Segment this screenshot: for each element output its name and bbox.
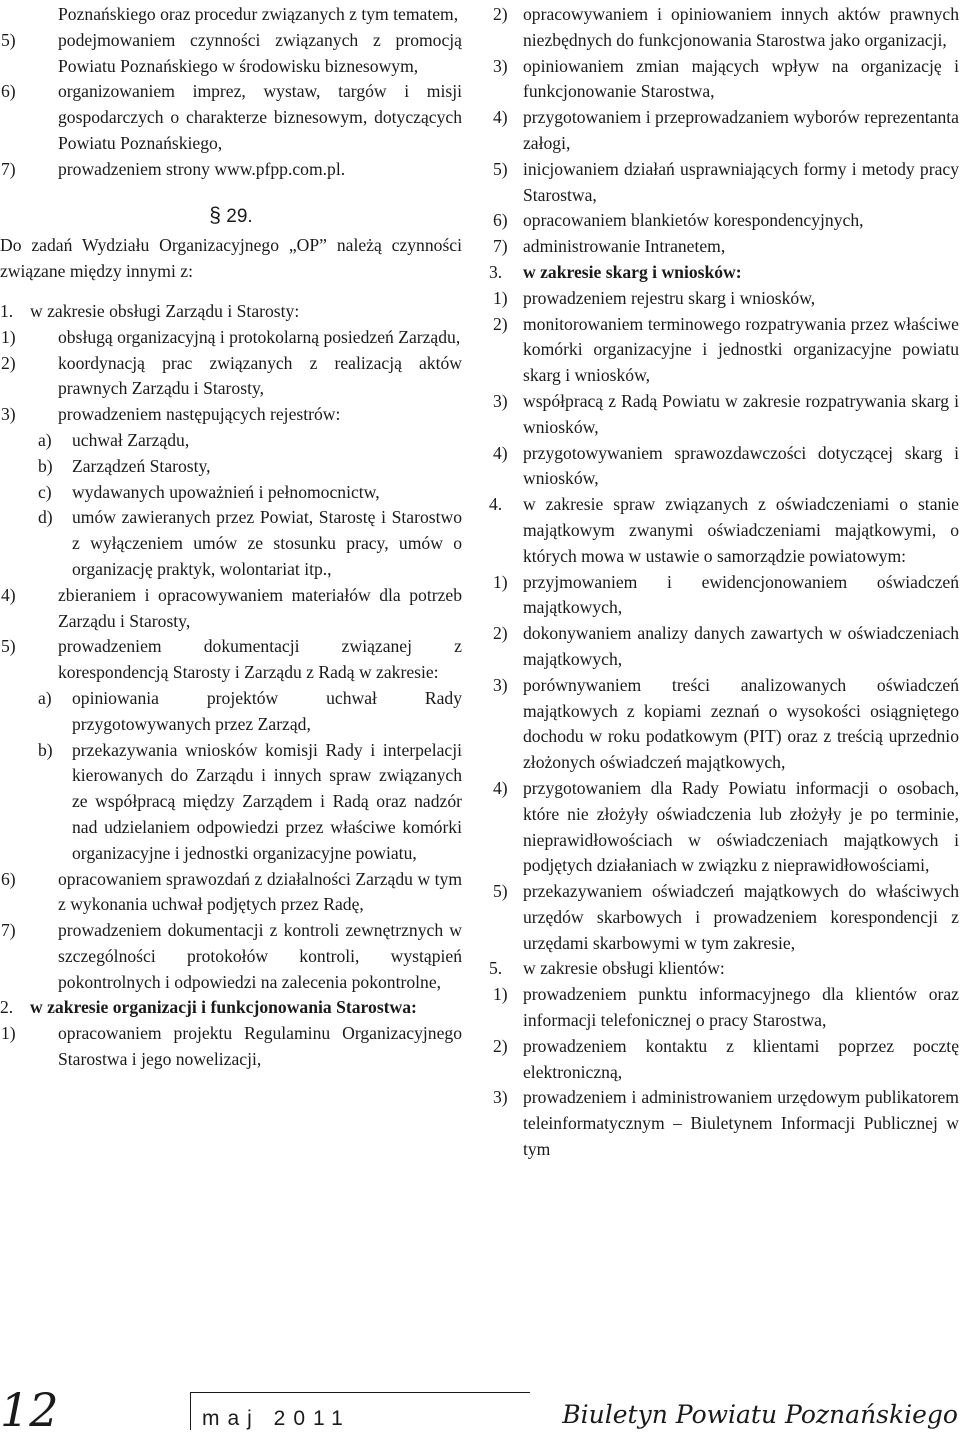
paragraph-4: 4. w zakresie spraw związanych z oświadczeniami o stanie majątkowym zwanymi oświadczeniami majątkowymi, o których mowa w ustawie o samorządzie powiatowym: <box>489 494 959 566</box>
list-item: 2) prowadzeniem kontaktu z klientami poprzez pocztę elektroniczną, <box>493 1035 959 1082</box>
list-item: 4) zbieraniem i opracowywaniem materiałów dla potrzeb Zarządu i Starosty, <box>1 584 462 631</box>
list-item: 1) przyjmowaniem i ewidencjonowaniem oświadczeń majątkowych, <box>493 571 959 618</box>
paragraph-5: 5. w zakresie obsługi klientów: <box>489 958 725 979</box>
list-item: 4) przygotowaniem dla Rady Powiatu informacji o osobach, które nie złożyły oświadczenia lub złożyły je po terminie, nieprawidłowościach w oświadczeniach majątkowych i podjętych działaniach w związku z nieprawidłowościami, <box>493 777 959 876</box>
list-item: 5) podejmowaniem czynności związanych z promocją Powiatu Poznańskiego w środowisku biznesowym, <box>1 29 462 76</box>
section-intro: Do zadań Wydziału Organizacyjnego „OP” należą czynności związane między innymi z: <box>0 235 462 282</box>
sub-item: a) opiniowania projektów uchwał Rady przygotowywanych przez Zarząd, <box>38 687 462 734</box>
paragraph-3: 3. w zakresie skarg i wniosków: <box>489 261 742 282</box>
paragraph-1: 1. w zakresie obsługi Zarządu i Starosty: <box>0 300 300 321</box>
left-column <box>0 2 462 1073</box>
page-number: 12 <box>0 1383 59 1437</box>
list-item: 1) prowadzeniem punktu informacyjnego dla klientów oraz informacji telefonicznej o pracy Starostwa, <box>493 984 959 1031</box>
list-item: 1) obsługą organizacyjną i protokolarną posiedzeń Zarządu, <box>1 326 461 347</box>
list-item: 6) organizowaniem imprez, wystaw, targów i misji gospodarczych o charakterze biznesowym, dotyczących Powiatu Poznańskiego, <box>1 81 462 153</box>
list-item: 2) opracowywaniem i opiniowaniem innych aktów prawnych niezbędnych do funkcjonowania Starostwa jako organizacji, <box>493 4 959 50</box>
section-sign: § <box>209 203 221 227</box>
list-item: 5) inicjowaniem działań usprawniających formy i metody pracy Starostwa, <box>493 158 959 205</box>
section-number: 29. <box>226 205 253 227</box>
list-item: 5) przekazywaniem oświadczeń majątkowych do właściwych urzędów skarbowych i prowadzeniem korespondencji z urzędami skarbowymi w tym zakresie, <box>493 881 959 953</box>
list-item: 6) opracowaniem blankietów korespondencyjnych, <box>493 210 864 231</box>
list-item: 3) opiniowaniem zmian mających wpływ na organizację i funkcjonowanie Starostwa, <box>493 55 959 102</box>
list-item: 7) prowadzeniem strony www.pfpp.com.pl. <box>1 158 346 179</box>
sub-item: b) przekazywania wniosków komisji Rady i interpelacji kierowanych do Zarządu i innych spraw związanych ze współpracą między Zarządem i Radą oraz nadzór nad udzielaniem odpowiedzi przez właściwe komórki organizacyjne i jednostki organizacyjne powiatu, <box>38 739 462 863</box>
section-heading <box>0 183 462 234</box>
list-item: 7) administrowanie Intranetem, <box>493 236 726 257</box>
sub-item: b) Zarządzeń Starosty, <box>38 455 211 476</box>
list-item: 5) prowadzeniem dokumentacji związanej z korespondencją Starosty i Zarządu z Radą w zakresie: <box>1 636 462 683</box>
list-item: 3) porównywaniem treści analizowanych oświadczeń majątkowych z kopiami zeznań o wysokości osiągniętego dochodu w roku podatkowym (PIT) oraz z treścią uprzednio złożonych oświadczeń majątkowych, <box>493 674 959 773</box>
list-item: 6) opracowaniem sprawozdań z działalności Zarządu w tym z wykonania uchwał podjętych przez Radę, <box>1 868 462 915</box>
list-item: 2) koordynacją prac związanych z realizacją aktów prawnych Zarządu i Starosty, <box>1 352 462 399</box>
issue-date: maj 2011 <box>202 1407 351 1430</box>
list-item: 1) prowadzeniem rejestru skarg i wniosków, <box>493 287 816 308</box>
list-item: 3) współpracą z Radą Powiatu w zakresie rozpatrywania skarg i wniosków, <box>493 390 959 437</box>
sub-item: d) umów zawieranych przez Powiat, Starostę i Starostwo z wyłączeniem umów ze stosunku pracy, umów o organizację praktyk, wolontariat itp., <box>38 507 462 579</box>
page-footer <box>0 1380 960 1445</box>
list-item: 7) prowadzeniem dokumentacji z kontroli zewnętrznych w szczególności protokołów kontroli, wystąpień pokontrolnych i odpowiedzi na zalecenia pokontrolne, <box>1 920 462 992</box>
list-item: 2) monitorowaniem terminowego rozpatrywania przez właściwe komórki organizacyjne i jednostki organizacyjne powiatu skarg i wniosków, <box>493 313 959 386</box>
footer-rule <box>190 1392 530 1393</box>
paragraph-2: 2. w zakresie organizacji i funkcjonowania Starostwa: <box>0 997 417 1018</box>
sub-item: c) wydawanych upoważnień i pełnomocnictw, <box>38 481 380 502</box>
list-item: 3) prowadzeniem i administrowaniem urzędowym publikatorem teleinformatycznym – Biuletynem Informacji Publicznej w tym <box>493 1087 959 1160</box>
list-item: 4) przygotowaniem i przeprowadzaniem wyborów reprezentanta załogi, <box>493 107 959 153</box>
list-item: 1) opracowaniem projektu Regulaminu Organizacyjnego Starostwa i jego nowelizacji, <box>1 1023 462 1070</box>
list-item: 4) przygotowywaniem sprawozdawczości dotyczącej skarg i wniosków, <box>493 442 959 489</box>
right-column <box>489 2 959 1163</box>
publication-title: Biuletyn Powiatu Poznańskiego <box>562 1400 958 1429</box>
list-item: 2) dokonywaniem analizy danych zawartych w oświadczeniach majątkowych, <box>493 623 959 669</box>
sub-item: a) uchwał Zarządu, <box>38 429 190 450</box>
footer-divider <box>190 1392 191 1430</box>
list-item: 3) prowadzeniem następujących rejestrów: <box>1 404 341 425</box>
list-item: Poznańskiego oraz procedur związanych z tym tematem, <box>58 4 459 24</box>
